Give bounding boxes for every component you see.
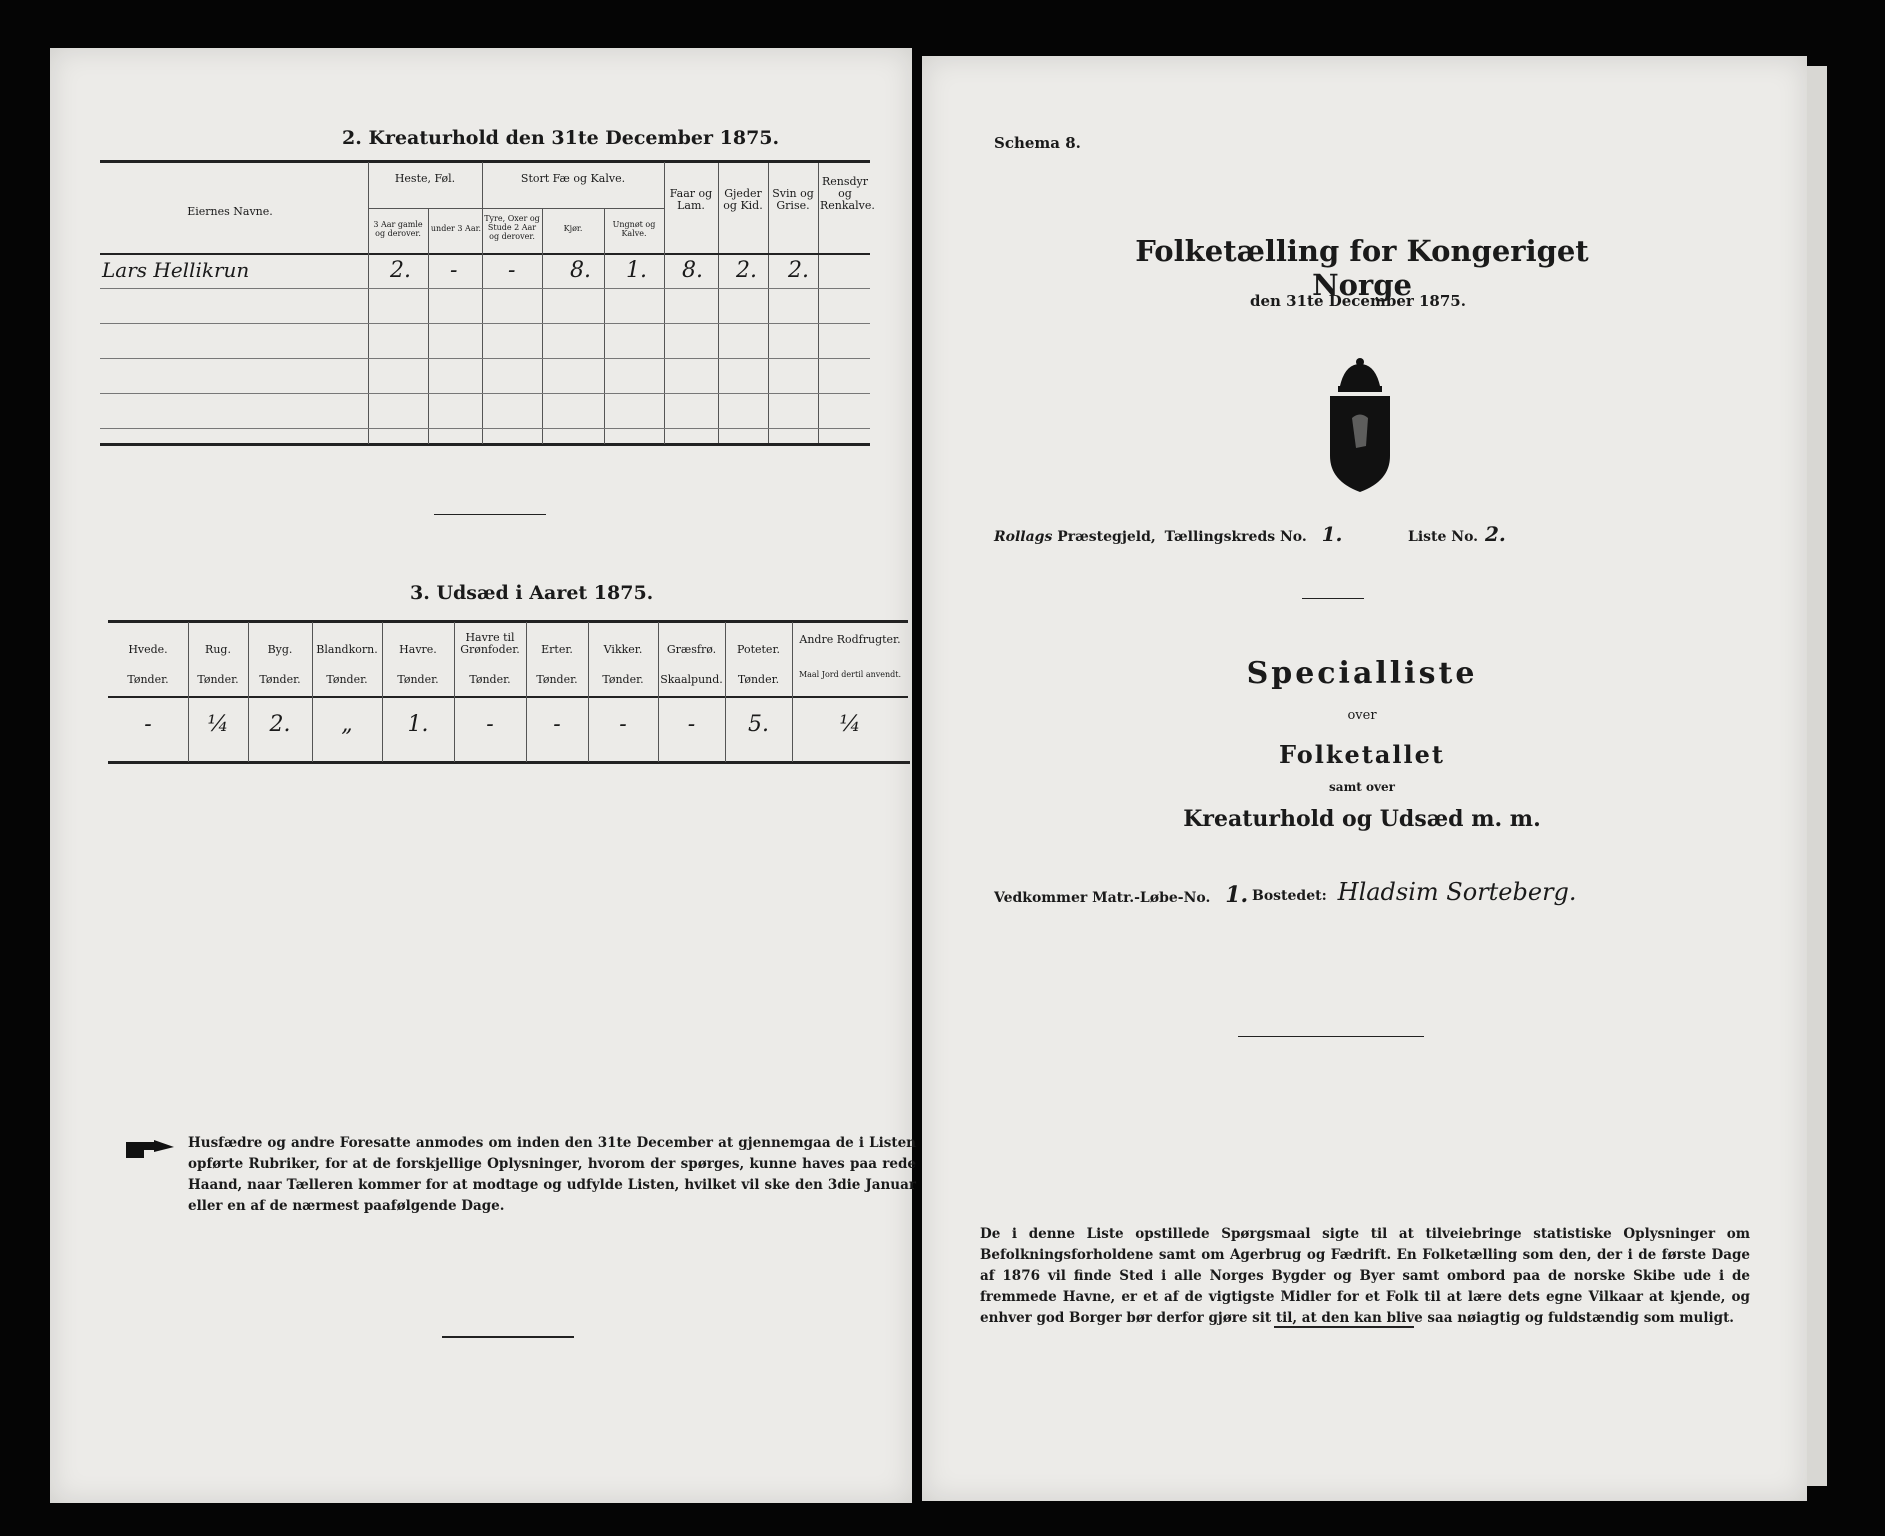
divider [1302, 598, 1364, 599]
column-divider [658, 622, 659, 762]
crop-unit: Tønder. [397, 673, 439, 686]
column-divider [382, 622, 383, 762]
crop-header: Græsfrø. [666, 643, 717, 656]
stort3-value: 1. [626, 258, 647, 283]
crop-unit: Tønder. [127, 673, 169, 686]
crop-unit: Tønder. [197, 673, 239, 686]
divider [1274, 1326, 1414, 1328]
crop-header: Hvede. [128, 643, 168, 656]
column-divider [312, 622, 313, 762]
divider [434, 514, 546, 515]
crop-unit: Tønder. [602, 673, 644, 686]
column-divider [526, 622, 527, 762]
crop-unit: Tønder. [469, 673, 511, 686]
crop-header: Poteter. [737, 643, 780, 656]
prestegjeld-label: Præstegjeld, [1057, 529, 1156, 545]
page-edge-stack [1805, 66, 1827, 1486]
stort-sub3-header: Ungnøt og Kalve. [612, 220, 656, 238]
heste-header: Heste, Føl. [394, 172, 456, 185]
norway-coat-of-arms-icon [1300, 356, 1420, 496]
faar-value: 8. [682, 258, 703, 283]
matr-line [994, 882, 1248, 908]
bosted-label: Bostedet: [1252, 888, 1327, 904]
crop-value: ¼ [839, 712, 861, 737]
crop-value: - [144, 712, 152, 737]
crop-header: Andre Rodfrugter. [799, 633, 901, 646]
folketallet-title: Folketallet [1279, 740, 1445, 769]
crop-unit: Tønder. [259, 673, 301, 686]
crop-value: „ [341, 712, 353, 737]
crop-header: Byg. [267, 643, 293, 656]
crop-value: 5. [748, 712, 769, 737]
crop-header: Blandkorn. [316, 643, 378, 656]
crop-header: Erter. [541, 643, 573, 656]
census-date: den 31te December 1875. [1250, 292, 1466, 310]
crop-value: ¼ [207, 712, 229, 737]
crop-value: - [553, 712, 561, 737]
stort1-value: - [508, 258, 516, 283]
crop-unit: Skaalpund. [660, 673, 723, 686]
matr-value: 1. [1225, 882, 1249, 908]
stort-fae-header: Stort Fæ og Kalve. [520, 172, 626, 185]
crop-header: Havre. [399, 643, 437, 656]
svin-value: 2. [788, 258, 809, 283]
column-divider [248, 622, 249, 762]
heste1-value: 2. [390, 258, 411, 283]
crop-header: Vikker. [603, 643, 643, 656]
divider [442, 1336, 574, 1338]
heste-sub1-header: 3 Aar gamle og derover. [373, 220, 423, 238]
heste-sub2-header: under 3 Aar. [430, 224, 482, 233]
section-2-title: 2. Kreaturhold den 31te December 1875. [342, 127, 780, 149]
divider [1238, 1036, 1424, 1037]
bosted-line [1252, 878, 1577, 906]
stort-sub2-header: Kjør. [563, 224, 583, 233]
section-3-title: 3. Udsæd i Aaret 1875. [410, 582, 654, 604]
main-title: Folketælling for Kongeriget Norge [1135, 234, 1589, 302]
kreaturhold-title: Kreaturhold og Udsæd m. m. [1183, 806, 1541, 832]
prestegjeld-line [994, 522, 1343, 546]
column-divider [725, 622, 726, 762]
liste-value: 2. [1484, 522, 1506, 546]
kreds-value: 1. [1321, 522, 1343, 546]
rensdyr-header: Rensdyr og Renkalve. [820, 175, 875, 212]
liste-line [1408, 522, 1506, 546]
owner-name-value: Lars Hellikrun [102, 258, 250, 282]
heste2-value: - [450, 258, 458, 283]
gjeder-value: 2. [736, 258, 757, 283]
column-divider [188, 622, 189, 762]
explanation-text: De i denne Liste opstillede Spørgsmaal sigte til at tilveiebringe statistiske Oplysninger om Befolkningsforholdene samt om Agerbrug og Fædrift. En Folketælling som den, der i de første Dage af 1876 vil finde Sted i alle Norges Bygder og Byer samt ombord paa de norske Skibe ude i de fremmede Havne, er et af de vigtigste Midler for et Folk til at lære dets egne Vilkaar at kjende, og enhver god Borger bør derfor gjøre sit til, at den kan blive saa nøiagtig og fuldstændig som muligt. [980, 1226, 1750, 1326]
crop-value: - [619, 712, 627, 737]
faar-header: Faar og Lam. [669, 187, 713, 212]
svin-header: Svin og Grise. [772, 187, 814, 212]
over-text: over [1347, 708, 1377, 723]
crop-unit: Tønder. [326, 673, 368, 686]
kreds-label: Tællingskreds No. [1164, 529, 1307, 545]
instructions-notice: Husfædre og andre Foresatte anmodes om inden den 31te December at gjennemgaa de i Listen opførte Rubriker, for at de forskjellige Oplysninger, hvorom der spørges, kunne haves paa rede Haand, naar Tælleren kommer for at modtage og udfylde Listen, hvilket vil ske den 3die Januar eller en af de nærmest paafølgende Dage. [188, 1135, 916, 1214]
crop-header: Rug. [205, 643, 231, 656]
right-page [922, 56, 1807, 1501]
prestegjeld-name: Rollags [994, 529, 1053, 545]
samt-over-text: samt over [1329, 780, 1395, 794]
crop-value: - [486, 712, 494, 737]
owner-name-header: Eiernes Navne. [187, 205, 273, 218]
crop-unit: Tønder. [536, 673, 578, 686]
left-page [50, 48, 916, 1503]
column-divider [588, 622, 589, 762]
crop-value: 2. [269, 712, 291, 737]
crop-header: Havre til Grønfoder. [460, 631, 520, 656]
stort2-value: 8. [570, 258, 591, 283]
gjeder-header: Gjeder og Kid. [723, 187, 763, 212]
crop-unit: Maal Jord dertil anvendt. [798, 670, 902, 679]
specialliste-title: Specialliste [1246, 656, 1478, 691]
crop-value: 1. [407, 712, 429, 737]
schema-number: Schema 8. [994, 134, 1081, 152]
pointing-hand-icon [124, 1138, 178, 1160]
bosted-value: Hladsim Sorteberg. [1337, 878, 1577, 906]
crop-value: - [687, 712, 696, 737]
liste-label: Liste No. [1408, 529, 1479, 545]
crop-unit: Tønder. [737, 673, 780, 686]
stort-sub1-header: Tyre, Oxer og Stude 2 Aar og derover. [484, 214, 540, 241]
matr-label: Vedkommer Matr.-Løbe-No. [994, 890, 1211, 906]
